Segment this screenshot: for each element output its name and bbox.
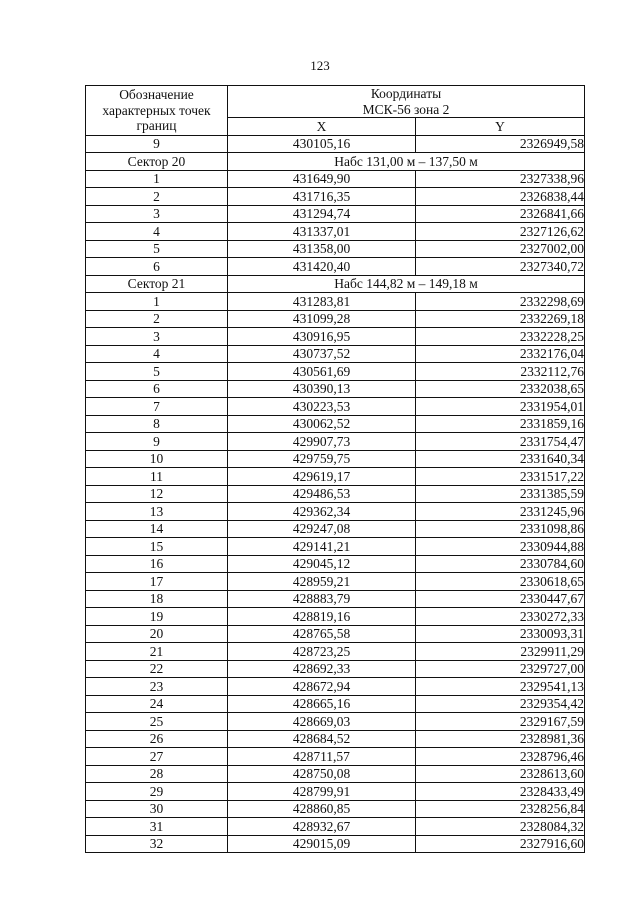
x-value: 428750,08 <box>228 765 416 783</box>
table-row <box>86 730 585 748</box>
x-value: 429015,09 <box>228 835 416 853</box>
x-header: X <box>228 118 416 136</box>
point-id: 28 <box>86 765 228 783</box>
point-id: 26 <box>86 730 228 748</box>
table-row <box>86 415 585 433</box>
x-value: 430390,13 <box>228 380 416 398</box>
page-number: 123 <box>310 58 330 73</box>
point-id: 14 <box>86 520 228 538</box>
table-row <box>86 555 585 573</box>
point-id: 11 <box>86 468 228 486</box>
table-row <box>86 170 585 188</box>
x-value: 428692,33 <box>228 660 416 678</box>
point-id: 22 <box>86 660 228 678</box>
x-value: 430737,52 <box>228 345 416 363</box>
table-row <box>86 748 585 766</box>
table-row <box>86 625 585 643</box>
x-value: 428883,79 <box>228 590 416 608</box>
x-value: 429141,21 <box>228 538 416 556</box>
y-value: 2326841,66 <box>416 205 585 223</box>
y-value: 2326838,44 <box>416 188 585 206</box>
sector-elevation: Набс 131,00 м – 137,50 м <box>228 153 585 171</box>
y-value: 2332112,76 <box>416 363 585 381</box>
y-value: 2329727,00 <box>416 660 585 678</box>
y-value: 2329541,13 <box>416 678 585 696</box>
x-value: 431099,28 <box>228 310 416 328</box>
point-id: 4 <box>86 345 228 363</box>
table-row <box>86 188 585 206</box>
y-value: 2331859,16 <box>416 415 585 433</box>
y-value: 2332298,69 <box>416 293 585 311</box>
table-row <box>86 223 585 241</box>
point-id: 27 <box>86 748 228 766</box>
point-id: 17 <box>86 573 228 591</box>
point-id: 13 <box>86 503 228 521</box>
table-row <box>86 433 585 451</box>
table-row <box>86 835 585 853</box>
table-row <box>86 818 585 836</box>
y-value: 2326949,58 <box>416 135 585 153</box>
y-value: 2331954,01 <box>416 398 585 416</box>
y-value: 2328981,36 <box>416 730 585 748</box>
point-id: 5 <box>86 363 228 381</box>
point-id: 1 <box>86 293 228 311</box>
y-value: 2332176,04 <box>416 345 585 363</box>
coordinates-header <box>228 86 585 118</box>
y-value: 2327126,62 <box>416 223 585 241</box>
table-body <box>86 135 585 853</box>
x-value: 430105,16 <box>228 135 416 153</box>
table-row <box>86 345 585 363</box>
point-id: 23 <box>86 678 228 696</box>
table-row <box>86 660 585 678</box>
coordinate-system: МСК-56 зона 2 <box>362 101 450 117</box>
table-row <box>86 503 585 521</box>
sector-row <box>86 153 585 171</box>
point-id: 2 <box>86 310 228 328</box>
y-value: 2330272,33 <box>416 608 585 626</box>
x-value: 431716,35 <box>228 188 416 206</box>
x-value: 428723,25 <box>228 643 416 661</box>
table-row <box>86 800 585 818</box>
x-value: 431294,74 <box>228 205 416 223</box>
x-value: 430561,69 <box>228 363 416 381</box>
x-value: 431283,81 <box>228 293 416 311</box>
y-value: 2327340,72 <box>416 258 585 276</box>
point-id: 30 <box>86 800 228 818</box>
table-row <box>86 363 585 381</box>
table-row <box>86 573 585 591</box>
table-row <box>86 643 585 661</box>
y-value: 2328796,46 <box>416 748 585 766</box>
x-value: 429759,75 <box>228 450 416 468</box>
table-row <box>86 468 585 486</box>
table-row <box>86 783 585 801</box>
point-id: 12 <box>86 485 228 503</box>
x-value: 428932,67 <box>228 818 416 836</box>
table-row <box>86 135 585 153</box>
y-value: 2331385,59 <box>416 485 585 503</box>
point-id: 32 <box>86 835 228 853</box>
table-row <box>86 240 585 258</box>
x-value: 429907,73 <box>228 433 416 451</box>
table-row <box>86 450 585 468</box>
point-id: 8 <box>86 415 228 433</box>
table-row <box>86 538 585 556</box>
y-value: 2330618,65 <box>416 573 585 591</box>
point-id: 19 <box>86 608 228 626</box>
y-value: 2332228,25 <box>416 328 585 346</box>
table-row <box>86 590 585 608</box>
x-value: 431358,00 <box>228 240 416 258</box>
x-value: 429619,17 <box>228 468 416 486</box>
x-value: 429362,34 <box>228 503 416 521</box>
y-value: 2330784,60 <box>416 555 585 573</box>
x-value: 431420,40 <box>228 258 416 276</box>
y-value: 2331098,86 <box>416 520 585 538</box>
table-header-row <box>86 86 585 118</box>
y-value: 2330944,88 <box>416 538 585 556</box>
table-row <box>86 398 585 416</box>
point-id: 24 <box>86 695 228 713</box>
y-value: 2332038,65 <box>416 380 585 398</box>
point-id: 6 <box>86 380 228 398</box>
coordinates-table <box>85 85 585 853</box>
x-value: 428669,03 <box>228 713 416 731</box>
table-row <box>86 608 585 626</box>
y-value: 2328084,32 <box>416 818 585 836</box>
x-value: 428819,16 <box>228 608 416 626</box>
y-value: 2328613,60 <box>416 765 585 783</box>
point-id: 3 <box>86 205 228 223</box>
y-header: Y <box>416 118 585 136</box>
point-id: 9 <box>86 135 228 153</box>
sector-elevation: Набс 144,82 м – 149,18 м <box>228 275 585 293</box>
x-value: 430223,53 <box>228 398 416 416</box>
y-value: 2332269,18 <box>416 310 585 328</box>
designation-header: Обозначение характерных точек границ <box>86 86 228 136</box>
y-value: 2327916,60 <box>416 835 585 853</box>
x-value: 429247,08 <box>228 520 416 538</box>
point-id: 21 <box>86 643 228 661</box>
point-id: 29 <box>86 783 228 801</box>
x-value: 430062,52 <box>228 415 416 433</box>
point-id: 31 <box>86 818 228 836</box>
y-value: 2331517,22 <box>416 468 585 486</box>
x-value: 428959,21 <box>228 573 416 591</box>
x-value: 429045,12 <box>228 555 416 573</box>
y-value: 2327338,96 <box>416 170 585 188</box>
y-value: 2328433,49 <box>416 783 585 801</box>
x-value: 428860,85 <box>228 800 416 818</box>
table-row <box>86 678 585 696</box>
table-row <box>86 310 585 328</box>
point-id: 2 <box>86 188 228 206</box>
point-id: 6 <box>86 258 228 276</box>
point-id: 10 <box>86 450 228 468</box>
x-value: 431337,01 <box>228 223 416 241</box>
table-row <box>86 713 585 731</box>
point-id: 9 <box>86 433 228 451</box>
point-id: 7 <box>86 398 228 416</box>
x-value: 428665,16 <box>228 695 416 713</box>
point-id: 25 <box>86 713 228 731</box>
table-row <box>86 485 585 503</box>
table-row <box>86 205 585 223</box>
y-value: 2329167,59 <box>416 713 585 731</box>
y-value: 2331754,47 <box>416 433 585 451</box>
y-value: 2331245,96 <box>416 503 585 521</box>
y-value: 2330447,67 <box>416 590 585 608</box>
sector-label: Сектор 21 <box>86 275 228 293</box>
point-id: 20 <box>86 625 228 643</box>
sector-label: Сектор 20 <box>86 153 228 171</box>
point-id: 5 <box>86 240 228 258</box>
y-value: 2327002,00 <box>416 240 585 258</box>
x-value: 431649,90 <box>228 170 416 188</box>
y-value: 2331640,34 <box>416 450 585 468</box>
y-value: 2329354,42 <box>416 695 585 713</box>
table-row <box>86 258 585 276</box>
x-value: 428684,52 <box>228 730 416 748</box>
x-value: 428765,58 <box>228 625 416 643</box>
x-value: 430916,95 <box>228 328 416 346</box>
table-row <box>86 520 585 538</box>
point-id: 4 <box>86 223 228 241</box>
point-id: 3 <box>86 328 228 346</box>
y-value: 2330093,31 <box>416 625 585 643</box>
table-row <box>86 380 585 398</box>
x-value: 429486,53 <box>228 485 416 503</box>
point-id: 18 <box>86 590 228 608</box>
coordinates-title: Координаты <box>370 86 442 101</box>
point-id: 16 <box>86 555 228 573</box>
sector-row <box>86 275 585 293</box>
x-value: 428711,57 <box>228 748 416 766</box>
y-value: 2329911,29 <box>416 643 585 661</box>
point-id: 1 <box>86 170 228 188</box>
table-row <box>86 765 585 783</box>
table-row <box>86 695 585 713</box>
y-value: 2328256,84 <box>416 800 585 818</box>
table-row <box>86 328 585 346</box>
x-value: 428799,91 <box>228 783 416 801</box>
x-value: 428672,94 <box>228 678 416 696</box>
table-row <box>86 293 585 311</box>
point-id: 15 <box>86 538 228 556</box>
